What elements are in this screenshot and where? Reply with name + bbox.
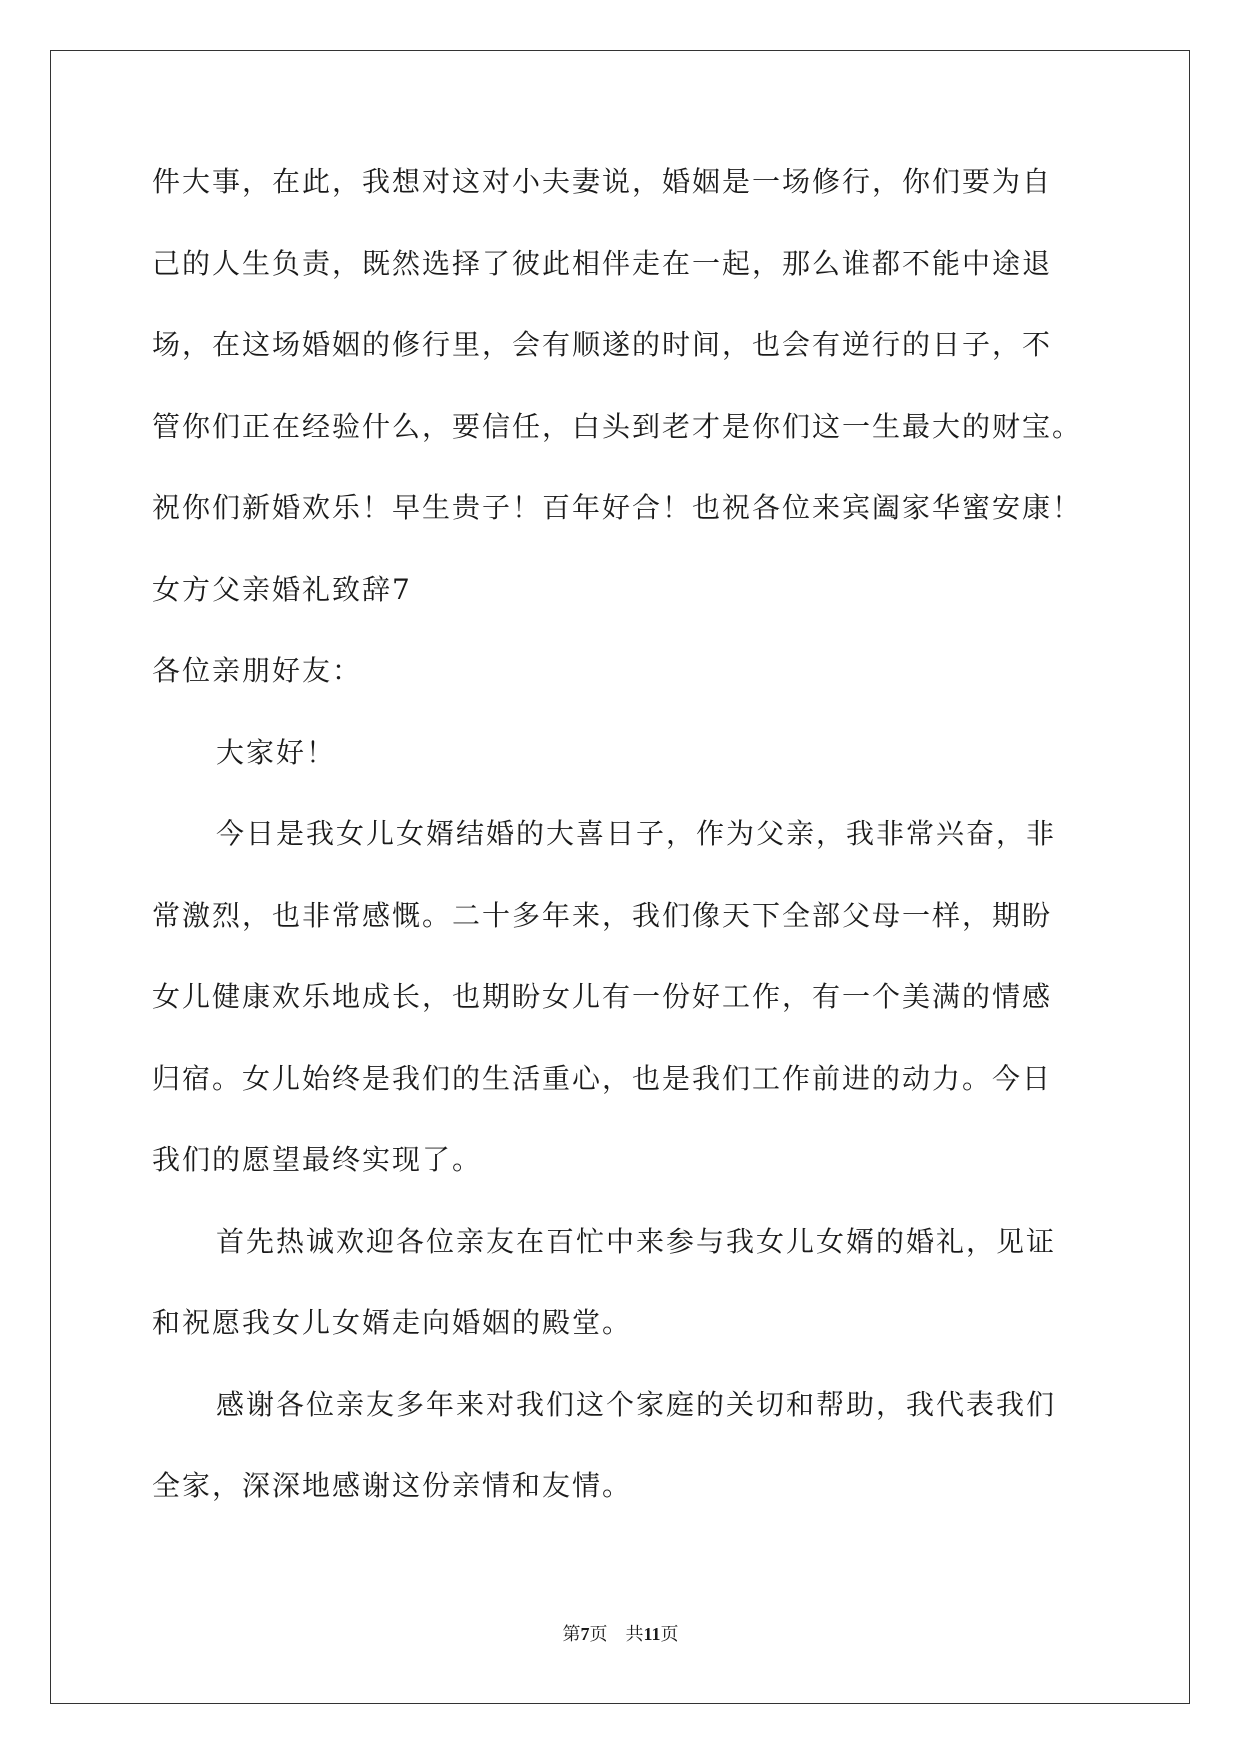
page-footer [0,1625,1241,1644]
text-line: 场，在这场婚姻的修行里，会有顺遂的时间，也会有逆行的日子，不 [152,328,1053,361]
document-body [152,165,1092,1554]
text-line: 常激烈，也非常感慨。二十多年来，我们像天下全部父母一样，期盼 [152,898,1053,932]
page-suffix: 页 [589,1624,608,1645]
text-line: 管你们正在经验什么，要信任，白头到老才是你们这一生最大的财宝。 [152,409,1083,443]
page-prefix: 第 [562,1624,581,1645]
text-line: 我们的愿望最终实现了。 [152,1143,483,1176]
greeting: 大家好！ [216,735,337,769]
page-number: 7 [580,1624,590,1644]
salutation: 各位亲朋好友： [152,654,363,687]
total-pages: 11 [643,1624,661,1644]
text-line: 和祝愿我女儿女婿走向婚姻的殿堂。 [152,1306,633,1339]
text-line: 归宿。女儿始终是我们的生活重心，也是我们工作前进的动力。今日 [152,1061,1053,1095]
text-line: 今日是我女儿女婿结婚的大喜日子，作为父亲，我非常兴奋，非 [216,817,1057,850]
text-line: 祝你们新婚欢乐！早生贵子！百年好合！也祝各位来宾阖家华蜜安康！ [152,491,1083,524]
total-prefix: 共 [625,1624,644,1645]
text-line: 件大事，在此，我想对这对小夫妻说，婚姻是一场修行，你们要为自 [152,165,1053,198]
section-title: 女方父亲婚礼致辞7 [152,572,412,606]
text-line: 女儿健康欢乐地成长，也期盼女儿有一份好工作，有一个美满的情感 [152,980,1053,1013]
text-line: 全家，深深地感谢这份亲情和友情。 [152,1469,633,1502]
text-line: 感谢各位亲友多年来对我们这个家庭的关切和帮助，我代表我们 [216,1387,1057,1421]
text-line: 己的人生负责，既然选择了彼此相伴走在一起，那么谁都不能中途退 [152,246,1053,280]
total-suffix: 页 [660,1624,679,1645]
text-line: 首先热诚欢迎各位亲友在百忙中来参与我女儿女婿的婚礼，见证 [216,1224,1057,1258]
